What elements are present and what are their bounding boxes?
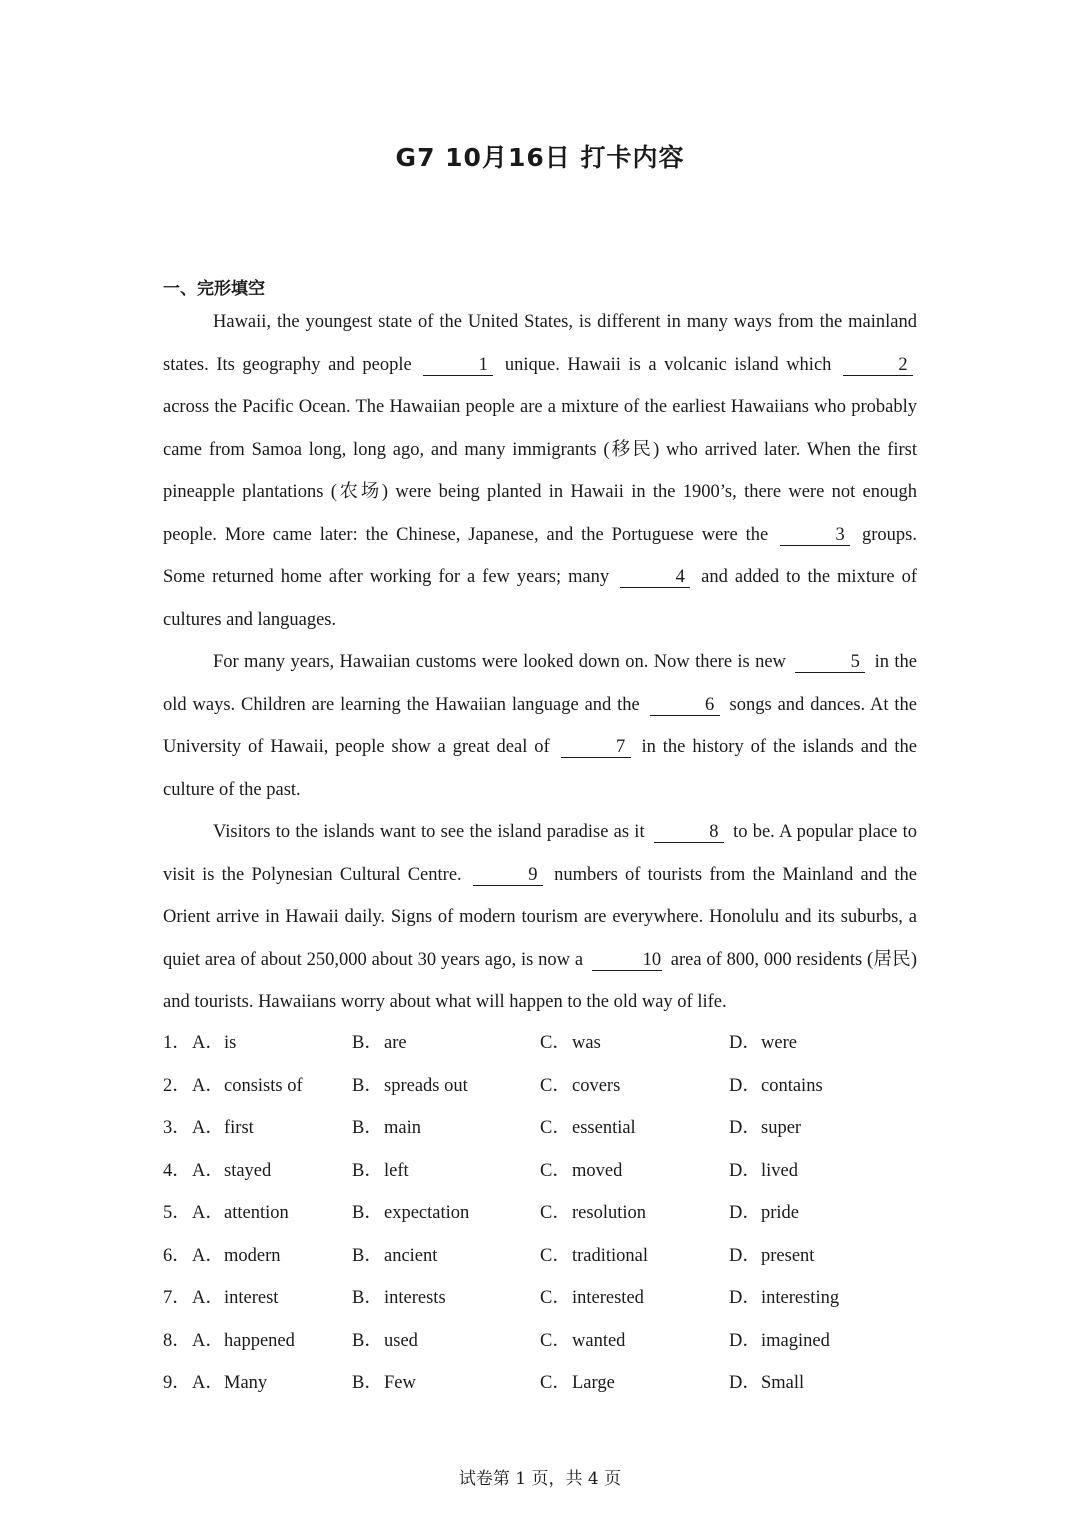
answer-option: [540, 1320, 625, 1363]
option-text: interest: [224, 1288, 279, 1308]
cloze-blank: 3: [780, 525, 850, 546]
option-text: used: [384, 1330, 418, 1351]
option-text: modern: [224, 1245, 281, 1266]
answer-option: [729, 1320, 830, 1363]
passage-text: in the history of the islands and the culture of the past.: [163, 737, 917, 800]
passage-paragraph: [163, 641, 917, 811]
answer-option: [163, 1235, 281, 1278]
option-text: covers: [572, 1075, 621, 1096]
passage-text: unique. Hawaii is a volcanic island which: [497, 354, 839, 375]
answer-option: [352, 1065, 468, 1108]
option-letter: D．: [729, 1118, 761, 1138]
question-row: [163, 1065, 923, 1108]
cloze-blank: 5: [795, 652, 865, 673]
option-text: super: [761, 1118, 802, 1138]
answer-option: [540, 1107, 636, 1150]
option-letter: A．: [192, 1203, 224, 1223]
answer-option: [352, 1235, 437, 1278]
question-row: [163, 1107, 923, 1150]
option-letter: C．: [540, 1245, 571, 1266]
cloze-blank: 8: [654, 822, 724, 843]
option-letter: A．: [192, 1288, 224, 1308]
option-text: is: [224, 1033, 237, 1053]
question-row: [163, 1362, 923, 1405]
answer-option: [729, 1107, 801, 1150]
question-row: [163, 1150, 923, 1193]
option-text: moved: [572, 1160, 623, 1181]
question-number: 8．: [163, 1330, 191, 1351]
option-text: interested: [572, 1288, 644, 1308]
option-text: Large: [572, 1373, 615, 1393]
option-text: expectation: [384, 1203, 470, 1223]
option-text: Many: [224, 1373, 268, 1393]
answer-option: [729, 1150, 798, 1193]
option-text: stayed: [224, 1160, 272, 1181]
option-letter: C．: [540, 1033, 571, 1053]
answer-option: [352, 1277, 446, 1320]
option-letter: B．: [352, 1245, 383, 1266]
question-number: 7．: [163, 1288, 191, 1308]
option-letter: B．: [352, 1373, 383, 1393]
question-number: 4．: [163, 1160, 191, 1181]
answer-option: [540, 1362, 615, 1405]
option-letter: D．: [729, 1033, 761, 1053]
option-text: spreads out: [384, 1075, 468, 1096]
answer-option: [729, 1192, 799, 1235]
question-options: [163, 1022, 923, 1405]
option-letter: A．: [192, 1245, 224, 1266]
option-letter: D．: [729, 1288, 761, 1308]
option-letter: B．: [352, 1160, 383, 1181]
answer-option: [163, 1320, 295, 1363]
option-letter: D．: [729, 1373, 761, 1393]
passage-text: songs and dances. At the University of Hawaii, people show a great deal of: [163, 694, 918, 757]
option-text: Few: [384, 1373, 416, 1393]
answer-option: [729, 1235, 814, 1278]
option-text: ancient: [384, 1245, 438, 1266]
option-letter: D．: [729, 1245, 761, 1266]
option-letter: D．: [729, 1330, 761, 1351]
option-text: Small: [761, 1373, 805, 1393]
passage-text: Visitors to the islands want to see the island paradise as it: [213, 822, 650, 842]
passage-text: area of 800, 000 residents (居民) and tourists. Hawaiians worry about what will happen to the old way of life.: [163, 949, 917, 1012]
option-text: imagined: [761, 1330, 830, 1351]
answer-option: [540, 1192, 646, 1235]
passage-text: across the Pacific Ocean. The Hawaiian people are a mixture of the earliest Hawaiians who probably came from Samoa long, long ago, and many immigrants (移民) who arrived later. When the first pineapple plantations (农场) were being planted in Hawaii in the 1900’s, there were not enough people. More came later: the Chinese, Japanese, and the Portuguese were the: [163, 397, 917, 545]
answer-option: [163, 1150, 271, 1193]
cloze-blank: 2: [843, 355, 913, 376]
section-heading: 一、完形填空: [163, 279, 265, 299]
option-letter: B．: [352, 1203, 383, 1223]
question-number: 3．: [163, 1118, 191, 1138]
answer-option: [352, 1192, 469, 1235]
option-text: present: [761, 1245, 815, 1266]
answer-option: [163, 1065, 303, 1108]
passage-text: to be. A popular place to visit is the Polynesian Cultural Centre.: [163, 822, 917, 885]
answer-option: [163, 1277, 278, 1320]
option-text: contains: [761, 1075, 823, 1096]
option-letter: A．: [192, 1075, 224, 1096]
option-letter: D．: [729, 1075, 761, 1096]
option-letter: B．: [352, 1033, 383, 1053]
question-row: [163, 1235, 923, 1278]
passage-text: in the old ways. Children are learning the Hawaiian language and the: [163, 652, 917, 715]
passage-text: groups. Some returned home after working for a few years; many: [163, 524, 917, 587]
cloze-blank: 7: [561, 737, 631, 758]
option-text: main: [384, 1118, 421, 1138]
option-text: resolution: [572, 1203, 646, 1223]
answer-option: [163, 1107, 254, 1150]
option-text: pride: [761, 1203, 800, 1223]
cloze-blank: 10: [592, 950, 662, 971]
option-text: attention: [224, 1203, 289, 1223]
page-footer: 试卷第 1 页，共 4 页: [458, 1469, 622, 1489]
option-letter: A．: [192, 1160, 224, 1181]
cloze-blank: 1: [423, 355, 493, 376]
passage-paragraph: [163, 301, 917, 641]
answer-option: [352, 1150, 409, 1193]
option-letter: D．: [729, 1203, 761, 1223]
option-letter: A．: [192, 1033, 224, 1053]
cloze-blank: 4: [620, 567, 690, 588]
answer-option: [540, 1022, 601, 1065]
answer-option: [729, 1022, 797, 1065]
answer-option: [540, 1065, 620, 1108]
option-letter: C．: [540, 1160, 571, 1181]
answer-option: [163, 1022, 236, 1065]
question-number: 5．: [163, 1203, 191, 1223]
option-letter: D．: [729, 1160, 761, 1181]
option-text: was: [572, 1033, 601, 1053]
answer-option: [163, 1362, 267, 1405]
answer-option: [729, 1065, 823, 1108]
option-text: interesting: [761, 1288, 840, 1308]
question-row: [163, 1320, 923, 1363]
cloze-blank: 6: [650, 695, 720, 716]
answer-option: [729, 1362, 804, 1405]
answer-option: [540, 1150, 622, 1193]
option-text: consists of: [224, 1075, 303, 1096]
answer-option: [163, 1192, 289, 1235]
option-text: first: [224, 1118, 254, 1138]
question-number: 2．: [163, 1075, 191, 1096]
option-text: happened: [224, 1330, 295, 1351]
answer-option: [729, 1277, 839, 1320]
cloze-passage: [163, 301, 917, 1024]
passage-text: Hawaii, the youngest state of the United States, is different in many ways from the mainland states. Its geography and people: [163, 312, 917, 375]
option-letter: B．: [352, 1330, 383, 1351]
option-text: were: [761, 1033, 797, 1053]
option-letter: A．: [192, 1330, 224, 1351]
option-letter: C．: [540, 1075, 571, 1096]
option-text: lived: [761, 1160, 798, 1181]
passage-text: and added to the mixture of cultures and languages.: [163, 567, 917, 630]
option-text: traditional: [572, 1245, 649, 1266]
question-row: [163, 1022, 923, 1065]
passage-paragraph: [163, 811, 917, 1024]
option-letter: B．: [352, 1118, 383, 1138]
option-letter: B．: [352, 1288, 383, 1308]
answer-option: [352, 1320, 418, 1363]
question-row: [163, 1192, 923, 1235]
option-letter: C．: [540, 1330, 571, 1351]
option-text: wanted: [572, 1330, 626, 1351]
question-number: 9．: [163, 1373, 191, 1393]
option-letter: A．: [192, 1118, 224, 1138]
answer-option: [540, 1277, 644, 1320]
option-letter: C．: [540, 1373, 571, 1393]
question-row: [163, 1277, 923, 1320]
option-letter: C．: [540, 1288, 571, 1308]
question-number: 6．: [163, 1245, 191, 1266]
option-letter: A．: [192, 1373, 224, 1393]
option-text: left: [384, 1160, 409, 1181]
answer-option: [352, 1362, 416, 1405]
passage-text: For many years, Hawaiian customs were looked down on. Now there is new: [213, 652, 792, 672]
cloze-blank: 9: [473, 865, 543, 886]
option-letter: B．: [352, 1075, 383, 1096]
page-title: G7 10月16日 打卡内容: [395, 143, 685, 172]
option-text: essential: [572, 1118, 636, 1138]
answer-option: [352, 1107, 421, 1150]
answer-option: [352, 1022, 407, 1065]
answer-option: [540, 1235, 648, 1278]
option-text: are: [384, 1033, 407, 1053]
question-number: 1．: [163, 1033, 191, 1053]
option-text: interests: [384, 1288, 446, 1308]
passage-text: numbers of tourists from the Mainland and the Orient arrive in Hawaii daily. Signs of modern tourism are everywhere. Honolulu and its suburbs, a quiet area of about 250,000 about 30 years ago, is now a: [163, 864, 917, 970]
option-letter: C．: [540, 1203, 571, 1223]
option-letter: C．: [540, 1118, 571, 1138]
